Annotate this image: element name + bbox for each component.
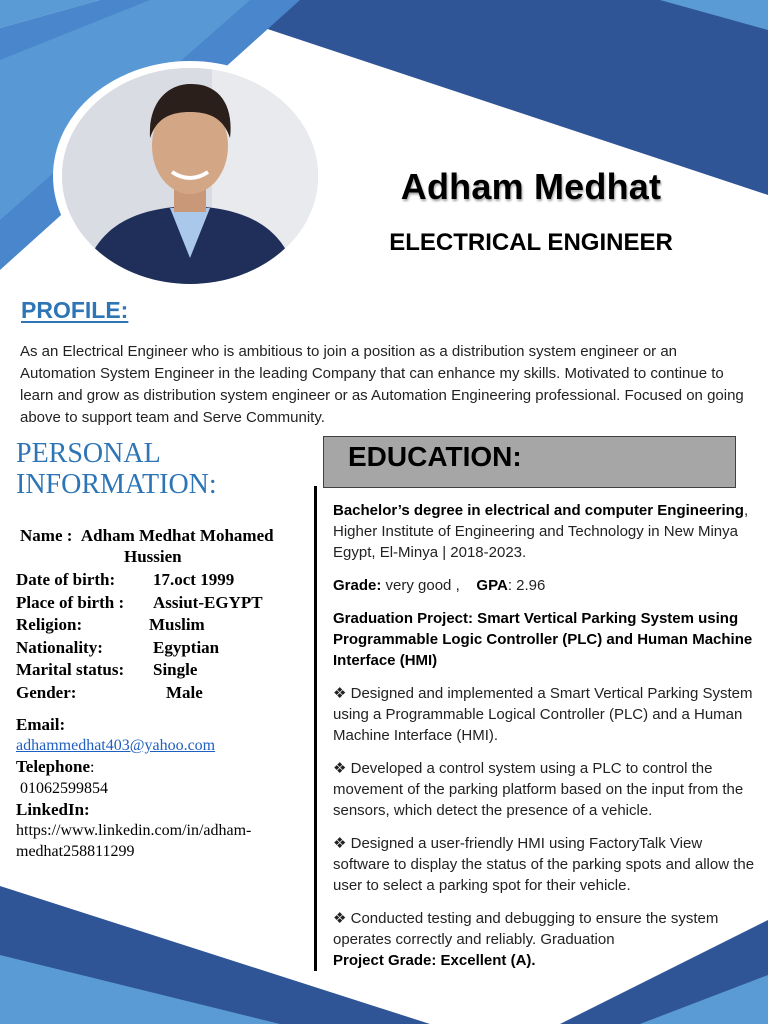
telephone-label: Telephone — [16, 757, 91, 776]
bullet-item: ❖ Developed a control system using a PLC to control the movement of the parking platform based on the input from the sensors, which detect the presence of a vehicle. — [333, 760, 744, 819]
place-of-birth-value: Assiut-EGYPT — [153, 592, 263, 612]
grade-label: Grade: — [333, 577, 382, 594]
gender-label: Gender: — [16, 682, 77, 702]
project-title-text: Graduation Project: Smart Vertical Parking System using Programmable Logic Controller (PLC) and Human Machine Interface (HMI) — [333, 610, 753, 669]
degree-paragraph — [333, 500, 758, 563]
education-heading: EDUCATION: — [348, 441, 522, 472]
grade-paragraph — [333, 575, 758, 596]
linkedin-url-line1[interactable]: https://www.linkedin.com/in/adham- — [16, 822, 252, 839]
column-divider — [314, 486, 317, 971]
education-section — [333, 500, 758, 983]
person-portrait-icon — [62, 68, 318, 284]
last-bullet-text: ❖ Conducted testing and debugging to ensure the system operates correctly and reliably. Graduation — [333, 910, 719, 948]
name-value-line2: Hussien — [124, 547, 182, 566]
personal-heading-line2: INFORMATION: — [16, 469, 217, 500]
gpa-value: : 2.96 — [507, 577, 546, 594]
place-of-birth-label: Place of birth : — [16, 592, 125, 612]
personal-information-heading — [16, 438, 217, 500]
gpa-label: GPA — [476, 577, 508, 594]
nationality-label: Nationality: — [16, 637, 103, 657]
grade-value: very good , — [381, 577, 460, 594]
project-grade: Project Grade: Excellent (A). — [333, 952, 536, 969]
contact-block — [16, 714, 306, 862]
telephone-colon: : — [90, 759, 95, 776]
job-title: ELECTRICAL ENGINEER — [389, 229, 673, 256]
personal-heading-line1: PERSONAL — [16, 438, 161, 469]
email-label: Email: — [16, 715, 66, 734]
profile-photo — [62, 68, 318, 284]
degree-details: , Higher Institute of Engineering and Technology in New Minya Egypt, El-Minya | 2018-2023. — [333, 502, 749, 561]
religion-label: Religion: — [16, 615, 83, 635]
dob-value: 17.oct 1999 — [153, 570, 235, 589]
marital-status-value: Single — [153, 660, 198, 680]
candidate-name: Adham Medhat — [400, 166, 662, 207]
marital-status-label: Marital status: — [16, 660, 125, 680]
email-link[interactable]: adhammedhat403@yahoo.com — [16, 737, 216, 754]
bullet-item-last — [333, 908, 758, 971]
telephone-value: 01062599854 — [20, 780, 108, 797]
full-name-row — [20, 525, 295, 567]
degree-bold-1: Bachelor’s degree in electrical and computer — [333, 502, 654, 519]
name-label: Name : — [20, 526, 73, 545]
nationality-value: Egyptian — [153, 637, 220, 657]
linkedin-label: LinkedIn: — [16, 800, 90, 819]
profile-heading: PROFILE: — [21, 297, 129, 323]
linkedin-url-line2[interactable]: medhat258811299 — [16, 843, 135, 860]
name-value-line1: Adham Medhat Mohamed — [80, 526, 274, 545]
dob-label: Date of birth: — [16, 570, 116, 589]
profile-text: As an Electrical Engineer who is ambitious to join a position as a distribution system engineer or an Automation System Engineer in the leading Company that can enhance my skills. Motivated to continue to learn and grow as distribution system engineer or as Automation Engineering professional. Focused on going above to support team and Serve Community. — [20, 343, 744, 426]
degree-bold-2: Engineering — [657, 502, 744, 519]
bullet-item: ❖ Designed a user-friendly HMI using FactoryTalk View software to display the status of the parking spots and allow the user to select a parking spot for their vehicle. — [333, 835, 755, 894]
bullet-item: ❖ Designed and implemented a Smart Vertical Parking System using a Programmable Logical Controller (PLC) and a Human Machine Interface (HMI). — [333, 685, 753, 744]
project-title — [333, 608, 758, 671]
religion-value: Muslim — [149, 615, 205, 635]
gender-value: Male — [166, 682, 203, 702]
